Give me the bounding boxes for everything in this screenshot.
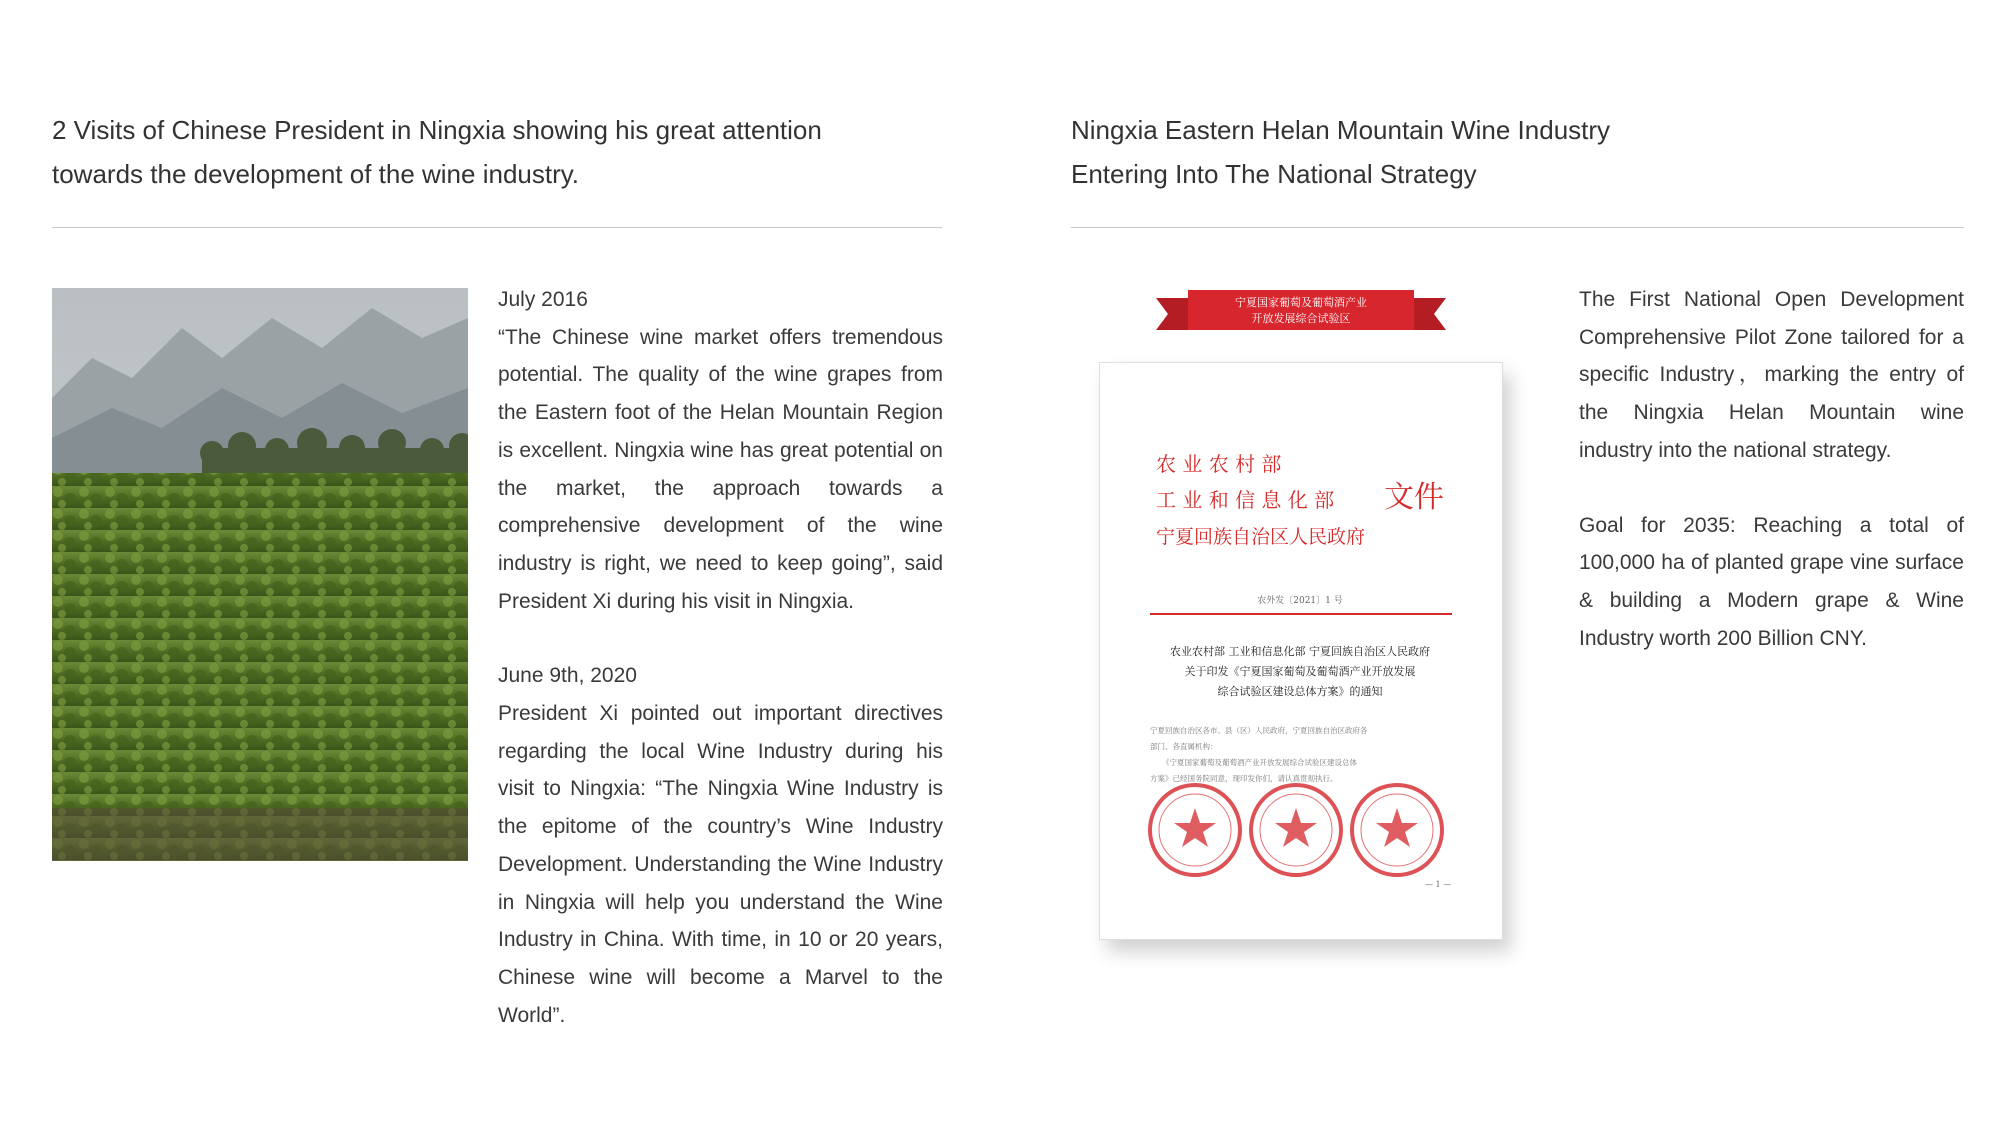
- ribbon-banner: [1156, 286, 1446, 344]
- body-line-4: 方案》已经国务院同意，现印发你们，请认真贯彻执行。: [1150, 774, 1338, 783]
- goal-2035-text: Goal for 2035: Reaching a total of 100,000 ha of planted grape vine surface & building a Modern grape & Wine Industry worth 200 Billion CNY.: [1579, 513, 1964, 650]
- left-divider: [52, 227, 942, 228]
- right-body: [1579, 281, 1964, 657]
- document-word: 文件: [1384, 480, 1444, 515]
- issuer-1: 农 业 农 村 部: [1156, 452, 1282, 476]
- document-number: 农外发〔2021〕1 号: [1257, 596, 1343, 606]
- body-line-3: 《宁夏国家葡萄及葡萄酒产业开放发展综合试验区建设总体: [1162, 758, 1357, 767]
- right-heading-line-1: Ningxia Eastern Helan Mountain Wine Industry: [1071, 115, 1611, 145]
- left-heading-line-2: towards the development of the wine industry.: [52, 159, 580, 189]
- left-heading: [52, 108, 952, 196]
- title-line-2: 关于印发《宁夏国家葡萄及葡萄酒产业开放发展: [1184, 665, 1416, 678]
- left-body: [498, 281, 943, 1034]
- visit2-date: June 9th, 2020: [498, 664, 637, 688]
- document-paper: [1099, 362, 1503, 940]
- ribbon-line-1: 宁夏国家葡萄及葡萄酒产业: [1235, 296, 1367, 309]
- right-heading: [1071, 108, 1971, 196]
- seal-ministry-industry-icon: [1251, 785, 1341, 875]
- seal-ministry-agriculture-icon: [1150, 785, 1240, 875]
- vineyard-photo: [52, 288, 468, 861]
- visit1-quote: “The Chinese wine market offers tremendous potential. The quality of the wine grapes from the Eastern foot of the Helan Mountain Region is excellent. Ningxia wine has great potential on the market, the approach towards a comprehensive development of the wine industry is right, we need to keep going”, said President Xi during his visit in Ningxia.: [498, 325, 943, 613]
- visit1-date: July 2016: [498, 288, 588, 311]
- left-heading-line-1: 2 Visits of Chinese President in Ningxia showing his great attention: [52, 115, 822, 145]
- title-line-3: 综合试验区建设总体方案》的通知: [1217, 685, 1383, 698]
- vineyard-photo-illustration: [52, 288, 468, 861]
- issuer-2: 工 业 和 信 息 化 部: [1156, 488, 1335, 512]
- visit2-text: President Xi pointed out important directives regarding the local Wine Industry during his visit to Ningxia: “The Ningxia Wine Industry is the epitome of the country’s Wine Industry Development. Understanding the Wine Industry in Ningxia will help you understand the Wine Industry in China. With time, in 10 or 20 years, Chinese wine will become a Marvel to the World”.: [498, 702, 943, 1027]
- ribbon-line-2: 开放发展综合试验区: [1251, 312, 1351, 325]
- pilot-zone-text: The First National Open Development Comprehensive Pilot Zone tailored for a specific Industry，marking the entry of the Ningxia Helan Mountain wine industry into the national strategy.: [1579, 288, 1964, 462]
- title-line-1: 农业农村部 工业和信息化部 宁夏回族自治区人民政府: [1170, 645, 1430, 658]
- body-line-1: 宁夏回族自治区各市、县（区）人民政府，宁夏回族自治区政府各: [1150, 726, 1368, 735]
- document-content: [1100, 363, 1502, 939]
- right-divider: [1071, 227, 1964, 228]
- right-heading-line-2: Entering Into The National Strategy: [1071, 159, 1477, 189]
- seal-ningxia-government-icon: [1352, 785, 1442, 875]
- body-line-2: 部门、各直属机构：: [1150, 742, 1218, 751]
- government-document: [1096, 286, 1518, 946]
- issuer-3: 宁夏回族自治区人民政府: [1156, 526, 1366, 548]
- page-number: — 1 —: [1425, 880, 1452, 889]
- official-seals: [1150, 785, 1442, 875]
